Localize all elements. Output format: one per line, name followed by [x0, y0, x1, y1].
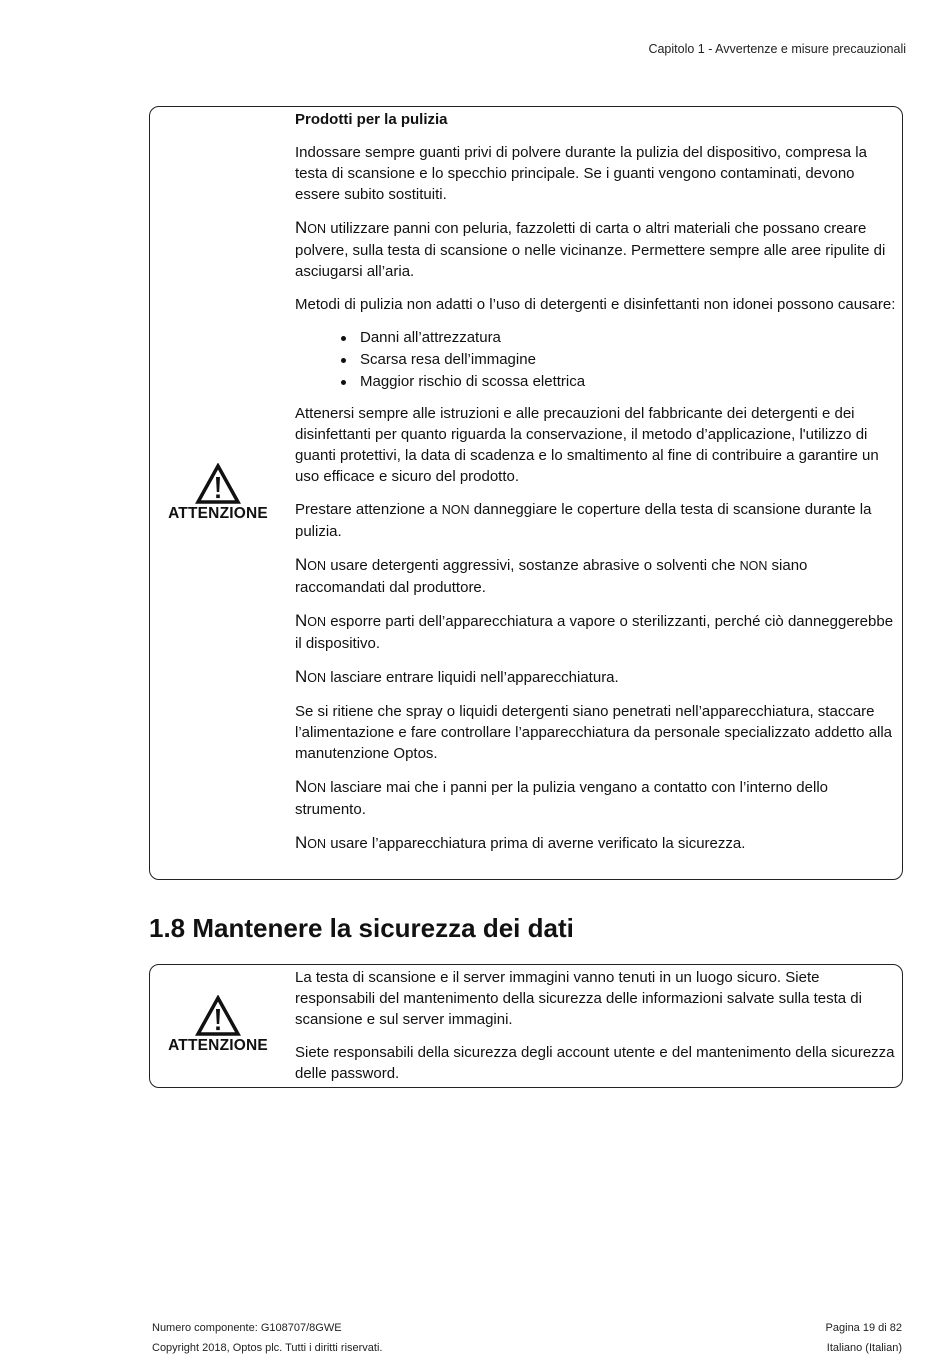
paragraph: NON lasciare mai che i panni per la pulizia vengano a contatto con l’interno dello strumento. — [295, 777, 829, 818]
footer-right — [826, 1318, 902, 1358]
caution-label: ATTENZIONE — [168, 1037, 268, 1054]
footer-left — [152, 1318, 382, 1358]
paragraph: NON utilizzare panni con peluria, fazzoletti di carta o altri materiali che possano creare polvere, sulla testa di scansione o nelle vicinanze. Permettere sempre alle aree ripulite di asciugarsi all’aria. — [295, 218, 886, 280]
list-item: Danni all’attrezzatura — [340, 327, 896, 349]
bullet-list — [295, 327, 896, 393]
caution-indicator — [150, 463, 286, 523]
header-chapter-title: Capitolo 1 - Avvertenze e misure precauzionali — [648, 42, 906, 56]
language: Italiano (Italian) — [826, 1342, 902, 1354]
list-item: Scarsa resa dell’immagine — [340, 349, 896, 371]
part-number: Numero componente: G108707/8GWE — [152, 1322, 342, 1334]
paragraph: NON lasciare entrare liquidi nell’apparecchiatura. — [295, 667, 619, 686]
page-number: Pagina 19 di 82 — [825, 1322, 902, 1334]
paragraph: Indossare sempre guanti privi di polvere durante la pulizia del dispositivo, compresa la testa di scansione e lo specchio principale. Se i guanti vengono contaminati, devono essere subito sostituiti. — [295, 144, 867, 203]
box-title: Prodotti per la pulizia — [295, 111, 448, 128]
paragraph: NON usare detergenti aggressivi, sostanze abrasive o solventi che NON siano raccomandati dal produttore. — [295, 555, 808, 596]
cleaning-caution-box — [149, 106, 903, 880]
data-security-caution-box — [149, 964, 903, 1088]
section-heading: 1.8 Mantenere la sicurezza dei dati — [149, 913, 574, 943]
copyright: Copyright 2018, Optos plc. Tutti i diritti riservati. — [152, 1342, 383, 1354]
warning-triangle-icon — [195, 995, 241, 1037]
paragraph: Prestare attenzione a NON danneggiare le coperture della testa di scansione durante la pulizia. — [295, 501, 872, 540]
caution-indicator — [150, 995, 286, 1055]
warning-triangle-icon — [195, 463, 241, 505]
caution-label: ATTENZIONE — [168, 505, 268, 522]
paragraph: La testa di scansione e il server immagini vanno tenuti in un luogo sicuro. Siete responsabili del mantenimento della sicurezza delle informazioni salvate sulla testa di scansione e sul server immagini. — [295, 969, 862, 1028]
caution-content — [295, 109, 896, 867]
paragraph: NON usare l’apparecchiatura prima di averne verificato la sicurezza. — [295, 833, 746, 852]
paragraph: Se si ritiene che spray o liquidi detergenti siano penetrati nell’apparecchiatura, staccare l’alimentazione e fare controllare l’apparecchiatura da personale specializzato addetto alla manutenzione Optos. — [295, 703, 893, 762]
caution-content — [295, 967, 896, 1096]
paragraph: NON esporre parti dell’apparecchiatura a vapore o sterilizzanti, perché ciò danneggerebbe il dispositivo. — [295, 611, 894, 652]
paragraph: Attenersi sempre alle istruzioni e alle precauzioni del fabbricante dei detergenti e dei disinfettanti per quanto riguarda la conservazione, il metodo d’applicazione, l'utilizzo di guanti protettivi, la data di scadenza e lo smaltimento al fine di contribuire a garantire un uso efficace e sicuro del prodotto. — [295, 405, 879, 485]
list-item: Maggior rischio di scossa elettrica — [340, 371, 896, 393]
paragraph: Siete responsabili della sicurezza degli account utente e del mantenimento della sicurezza delle password. — [295, 1044, 895, 1082]
paragraph: Metodi di pulizia non adatti o l’uso di detergenti e disinfettanti non idonei possono causare: — [295, 296, 896, 313]
